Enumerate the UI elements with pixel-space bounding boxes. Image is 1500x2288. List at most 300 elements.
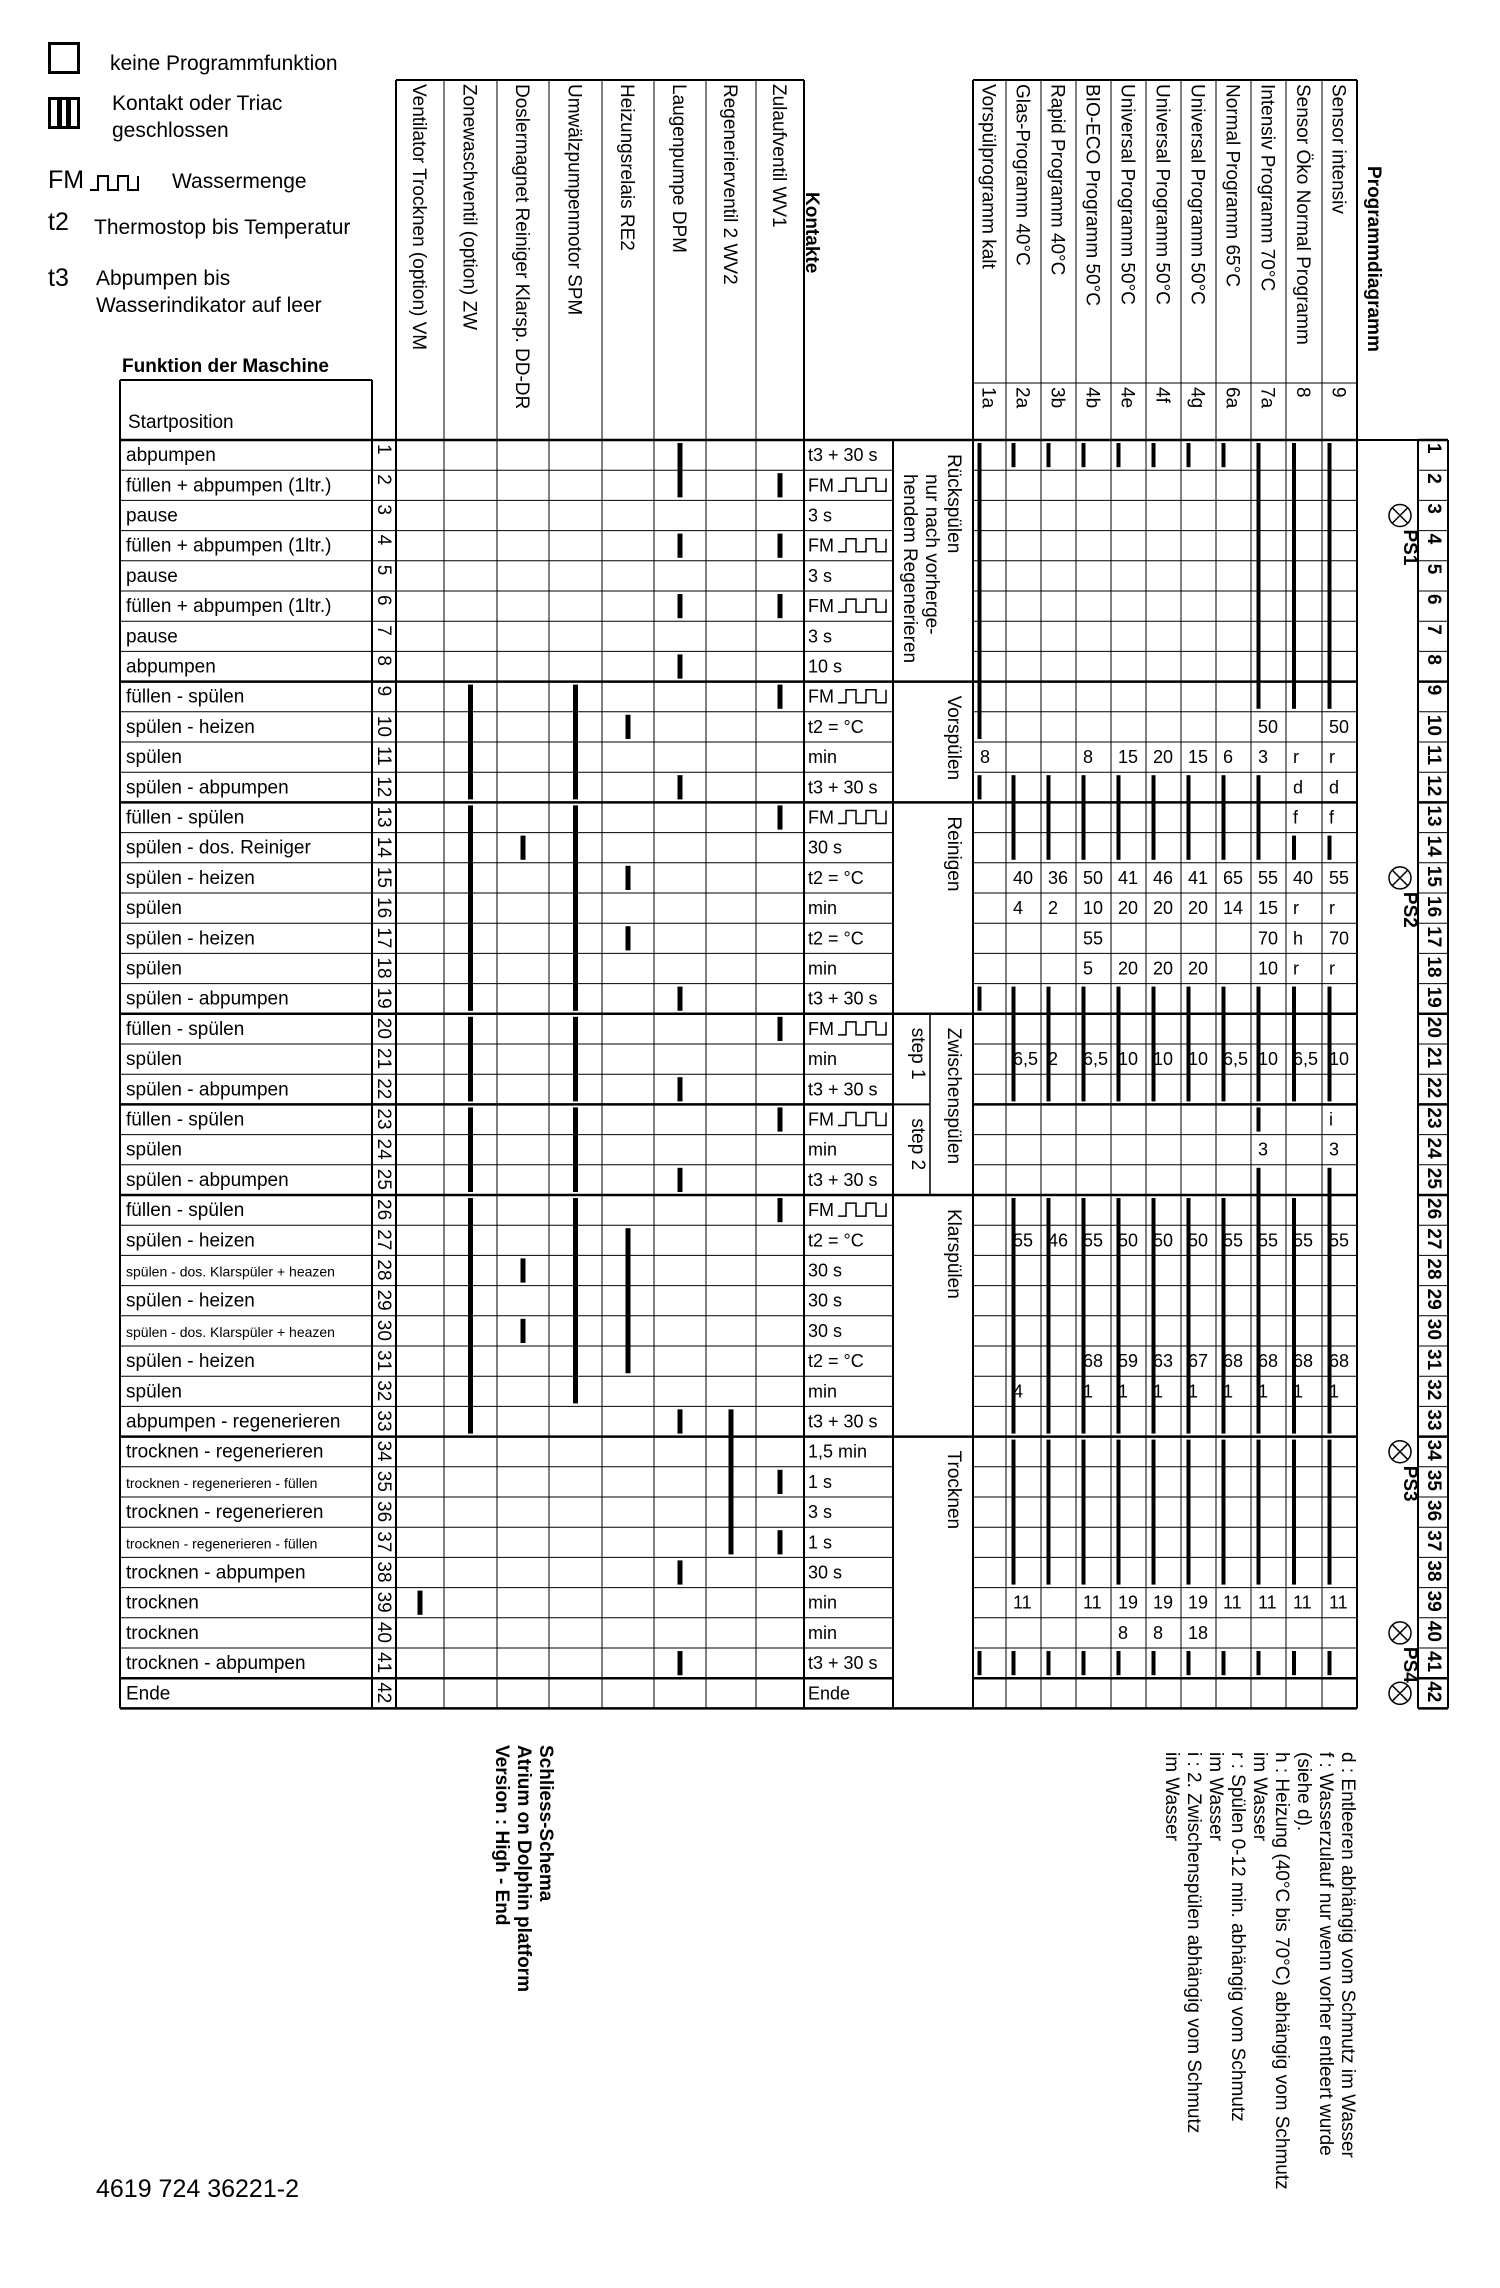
program-value: 55 — [1083, 928, 1104, 949]
contact-closed-bar — [468, 1107, 473, 1192]
step-number: 25 — [373, 1168, 394, 1190]
program-step-bar — [1117, 443, 1121, 467]
program-value: 55 — [1258, 867, 1279, 888]
program-value: 68 — [1258, 1351, 1279, 1372]
contact-label: Doslermagnet Reiniger Klarsp. DD-DR — [511, 84, 532, 410]
program-step-bar — [1292, 1651, 1296, 1675]
program-value: 10 — [1153, 1049, 1174, 1070]
step-number-right: 40 — [1423, 1620, 1444, 1642]
step-number-right: 21 — [1423, 1047, 1444, 1069]
program-value: 1 — [1293, 1381, 1304, 1402]
program-value: h — [1293, 928, 1304, 949]
contact-closed-bar — [729, 1409, 734, 1554]
step-number-right: 13 — [1423, 805, 1444, 827]
program-value: 4 — [1013, 1381, 1024, 1402]
program-step-bar — [1222, 1651, 1226, 1675]
step-function: abpumpen - regenerieren — [126, 1411, 341, 1433]
program-value: 8 — [980, 747, 991, 768]
step-function: spülen — [126, 1139, 182, 1161]
program-step-bar — [1047, 1440, 1051, 1585]
contact-label: Regenerierventil 2 WV2 — [719, 84, 740, 285]
program-value: 19 — [1153, 1592, 1174, 1613]
step-number: 3 — [373, 504, 394, 515]
program-value: 1 — [1223, 1381, 1234, 1402]
contact-closed-bar — [778, 1107, 783, 1131]
step-number-right: 29 — [1423, 1288, 1444, 1310]
step-function: trocknen — [126, 1592, 199, 1614]
step-number: 20 — [373, 1017, 394, 1039]
program-value: d — [1293, 777, 1304, 798]
program-value: 50 — [1329, 716, 1350, 737]
contact-condition: 30 s — [808, 837, 843, 858]
step-label: step 1 — [907, 1027, 928, 1080]
legend-fm-symbol: FM — [48, 166, 85, 194]
program-value: 18 — [1188, 1622, 1209, 1643]
program-step-bar — [1328, 1651, 1332, 1675]
step-number-right: 18 — [1423, 956, 1444, 978]
contact-condition: FM — [808, 596, 834, 617]
program-value: 3 — [1258, 747, 1269, 768]
program-step-bar — [1328, 443, 1332, 709]
contact-closed-bar — [678, 654, 683, 678]
step-number-right: 19 — [1423, 986, 1444, 1008]
program-name: Sensor intensiv — [1327, 84, 1349, 214]
step-number-right: 2 — [1423, 473, 1444, 484]
program-value: 1 — [1329, 1381, 1340, 1402]
program-value: r — [1329, 898, 1335, 919]
step-function: füllen + abpumpen (1ltr.) — [126, 475, 332, 497]
step-function: spülen - heizen — [126, 716, 255, 738]
step-number-right: 39 — [1423, 1590, 1444, 1612]
program-step-bar — [1187, 987, 1191, 1102]
contact-condition: 1 s — [808, 1471, 833, 1492]
contact-condition: t2 = °C — [808, 928, 864, 949]
program-step-bar — [1257, 987, 1261, 1102]
program-code: 8 — [1292, 387, 1313, 398]
step-number: 7 — [373, 625, 394, 636]
contact-condition: t3 + 30 s — [808, 1411, 878, 1432]
step-number-right: 15 — [1423, 865, 1444, 887]
footnote-line: f : Wasserzulauf nur wenn vorher entleert wurde — [1315, 1752, 1336, 2156]
contact-condition: min — [808, 1592, 838, 1613]
step-number: 4 — [373, 534, 394, 546]
step-number: 41 — [373, 1652, 394, 1674]
program-step-bar — [1222, 1440, 1226, 1585]
step-number: 17 — [373, 927, 394, 949]
program-value: 10 — [1083, 898, 1104, 919]
step-number-right: 6 — [1423, 594, 1444, 605]
step-function: trocknen - abpumpen — [126, 1653, 306, 1675]
program-step-bar — [1257, 1107, 1261, 1131]
step-function: trocknen - regenerieren — [126, 1502, 324, 1524]
program-value: r — [1293, 958, 1299, 979]
program-step-bar — [1047, 987, 1051, 1102]
program-value: 11 — [1258, 1592, 1277, 1613]
contact-condition: t3 + 30 s — [808, 445, 878, 466]
step-number: 10 — [373, 715, 394, 737]
step-function: trocknen - regenerieren - füllen — [126, 1474, 318, 1491]
contact-condition: 3 s — [808, 505, 833, 526]
program-step-bar — [1328, 836, 1332, 860]
program-step-bar — [1082, 1651, 1086, 1675]
program-step-bar — [1012, 987, 1016, 1102]
contact-condition: 1,5 min — [808, 1441, 868, 1462]
program-step-bar — [1012, 443, 1016, 467]
document-number: 4619 724 36221-2 — [96, 2175, 299, 2203]
program-value: 10 — [1258, 1049, 1279, 1070]
program-step-bar — [1047, 775, 1051, 860]
step-number: 18 — [373, 957, 394, 979]
contact-condition: FM — [808, 1018, 834, 1039]
program-step-bar — [1257, 443, 1261, 709]
program-value: 10 — [1329, 1049, 1350, 1070]
program-value: 55 — [1329, 1230, 1350, 1251]
program-value: r — [1329, 747, 1335, 768]
program-value: 20 — [1153, 747, 1174, 768]
contact-condition: min — [808, 898, 838, 919]
program-value: 50 — [1118, 1230, 1139, 1251]
program-code: 7a — [1256, 387, 1278, 409]
footnote-line: r : Spülen 0-12 min. abhängig vom Schmutz — [1227, 1752, 1248, 2122]
program-step-bar — [1117, 775, 1121, 860]
step-function: spülen - abpumpen — [126, 1079, 289, 1101]
step-number: 27 — [373, 1229, 394, 1251]
step-number: 16 — [373, 897, 394, 919]
program-step-bar — [1047, 1651, 1051, 1675]
program-value: 4 — [1013, 898, 1024, 919]
program-value: 59 — [1118, 1351, 1139, 1372]
program-name: Normal Programm 65°C — [1221, 84, 1243, 287]
start-position-label: Startposition — [128, 412, 234, 433]
step-function: pause — [126, 565, 178, 587]
footnote-line: h : Heizung (40°C bis 70°C) abhängig vom Schmutz — [1271, 1752, 1292, 2190]
step-number: 35 — [373, 1470, 394, 1492]
program-value: r — [1329, 958, 1335, 979]
contact-closed-bar — [678, 1077, 683, 1101]
program-value: 55 — [1223, 1230, 1244, 1251]
program-value: 2 — [1048, 1049, 1059, 1070]
program-value: 36 — [1048, 867, 1069, 888]
program-step-bar — [1152, 775, 1156, 860]
phase-label: Zwischenspülen — [943, 1027, 964, 1165]
step-function: pause — [126, 626, 178, 648]
step-number: 32 — [373, 1380, 394, 1402]
contact-condition: FM — [808, 807, 834, 828]
step-number: 37 — [373, 1531, 394, 1553]
step-number: 34 — [373, 1440, 394, 1462]
program-value: 50 — [1188, 1230, 1209, 1251]
program-value: i — [1329, 1109, 1333, 1130]
step-number-right: 22 — [1423, 1077, 1444, 1099]
contact-closed-bar — [678, 1409, 683, 1433]
contact-closed-bar — [521, 1258, 526, 1282]
contact-condition: t3 + 30 s — [808, 1169, 878, 1190]
program-step-bar — [1152, 443, 1156, 467]
program-step-bar — [1152, 987, 1156, 1102]
step-number-right: 16 — [1423, 896, 1444, 918]
step-function: spülen - heizen — [126, 1290, 255, 1312]
program-code: 1a — [977, 387, 999, 409]
step-number-right: 7 — [1423, 624, 1444, 635]
contact-closed-bar — [678, 1651, 683, 1675]
program-value: f — [1329, 807, 1335, 828]
program-step-bar — [1257, 775, 1261, 860]
contact-condition: 3 s — [808, 1502, 833, 1523]
program-value: 50 — [1083, 867, 1104, 888]
contact-closed-bar — [521, 1319, 526, 1343]
step-number-right: 14 — [1423, 835, 1444, 857]
contact-condition: min — [808, 1622, 838, 1643]
program-step-bar — [978, 987, 982, 1011]
program-value: 15 — [1118, 747, 1139, 768]
step-number-right: 37 — [1423, 1530, 1444, 1552]
contact-condition: FM — [808, 475, 834, 496]
program-value: 6,5 — [1083, 1049, 1109, 1070]
step-function: spülen - dos. Reiniger — [126, 837, 311, 859]
step-function: spülen - heizen — [126, 1230, 255, 1252]
phase-label: Vorspülen — [943, 695, 964, 781]
step-number: 38 — [373, 1561, 394, 1583]
pulse-wave-icon — [838, 539, 886, 552]
contacts-header: Kontakte — [801, 192, 822, 274]
program-value: 41 — [1118, 867, 1139, 888]
step-number-right: 35 — [1423, 1469, 1444, 1491]
step-function: füllen - spülen — [126, 807, 245, 829]
step-function: füllen - spülen — [126, 1200, 245, 1222]
contact-condition: 30 s — [808, 1260, 843, 1281]
contact-closed-bar — [778, 1530, 783, 1554]
program-value: 11 — [1083, 1592, 1102, 1613]
phase-sublabel: nur nach vorherge- — [921, 474, 942, 635]
step-number: 42 — [373, 1682, 394, 1704]
contact-condition: 3 s — [808, 626, 833, 647]
pulse-wave-icon — [838, 599, 886, 612]
program-step-bar — [1328, 1440, 1332, 1585]
program-value: 15 — [1188, 747, 1209, 768]
legend-t2-symbol: t2 — [48, 208, 69, 236]
function-header: Funktion der Maschine — [122, 356, 329, 377]
step-number: 30 — [373, 1319, 394, 1341]
pulse-wave-icon — [838, 478, 886, 491]
program-name: Universal Programm 50°C — [1186, 84, 1208, 305]
contact-closed-bar — [521, 836, 526, 860]
step-number-right: 20 — [1423, 1016, 1444, 1038]
step-number: 24 — [373, 1138, 394, 1160]
program-value: 70 — [1258, 928, 1279, 949]
contact-condition: min — [808, 747, 838, 768]
legend-t3-symbol: t3 — [48, 264, 69, 292]
contact-closed-bar — [468, 1198, 473, 1434]
program-value: 1 — [1258, 1381, 1269, 1402]
phase-label: Klarspülen — [943, 1209, 964, 1299]
step-number-right: 5 — [1423, 563, 1444, 575]
step-function: spülen - abpumpen — [126, 1169, 289, 1191]
contact-condition: 30 s — [808, 1290, 843, 1311]
contact-closed-bar — [678, 443, 683, 497]
contact-closed-bar — [626, 715, 631, 739]
legend-t2-text: Thermostop bis Temperatur — [94, 216, 351, 239]
pulse-wave-icon — [838, 1113, 886, 1126]
program-value: 68 — [1083, 1351, 1104, 1372]
step-number-right: 32 — [1423, 1379, 1444, 1401]
program-value: 2 — [1048, 898, 1059, 919]
contact-closed-bar — [468, 1017, 473, 1102]
step-function: spülen - abpumpen — [126, 988, 289, 1010]
step-function: spülen - abpumpen — [126, 777, 289, 799]
program-code: 2a — [1011, 387, 1033, 409]
contact-closed-bar — [678, 534, 683, 558]
program-code: 9 — [1327, 387, 1349, 398]
footnote-line: im Wasser — [1249, 1752, 1270, 1842]
step-function: füllen + abpumpen (1ltr.) — [126, 535, 332, 557]
contact-condition: Ende — [808, 1683, 851, 1704]
step-number-right: 25 — [1423, 1167, 1444, 1189]
contact-condition: t3 + 30 s — [808, 777, 878, 798]
program-value: 55 — [1258, 1230, 1279, 1251]
contact-closed-bar — [573, 685, 578, 800]
contact-closed-bar — [778, 805, 783, 829]
step-function: trocknen - regenerieren — [126, 1441, 324, 1463]
program-value: 46 — [1153, 867, 1174, 888]
pulse-wave-icon — [838, 811, 886, 824]
step-number: 39 — [373, 1591, 394, 1613]
step-function: trocknen - abpumpen — [126, 1562, 306, 1584]
program-value: 20 — [1188, 958, 1209, 979]
step-function: spülen — [126, 898, 182, 920]
program-value: 14 — [1223, 898, 1244, 919]
program-value: 40 — [1293, 867, 1314, 888]
program-step-bar — [1222, 987, 1226, 1102]
step-number: 19 — [373, 987, 394, 1009]
step-number: 33 — [373, 1410, 394, 1432]
contact-condition: min — [808, 1381, 838, 1402]
program-step-bar — [978, 775, 982, 799]
program-value: 63 — [1153, 1351, 1174, 1372]
contact-condition: t3 + 30 s — [808, 1653, 878, 1674]
ps-label: PS1 — [1399, 529, 1420, 566]
step-number: 6 — [373, 595, 394, 606]
program-step-bar — [1082, 775, 1086, 860]
program-code: 3b — [1046, 387, 1068, 409]
ps-label: PS2 — [1399, 891, 1420, 928]
contact-condition: FM — [808, 1109, 834, 1130]
footnote-line: d : Entleeren abhängig vom Schmutz im Wasser — [1337, 1752, 1358, 2158]
footnote-line: im Wasser — [1161, 1752, 1182, 1842]
program-step-bar — [1328, 987, 1332, 1102]
program-name: Universal Programm 50°C — [1151, 84, 1173, 305]
program-value: 20 — [1118, 898, 1139, 919]
contact-condition: min — [808, 1049, 838, 1070]
step-function: trocknen - regenerieren - füllen — [126, 1535, 318, 1552]
program-step-bar — [1012, 1651, 1016, 1675]
program-step-bar — [1117, 1651, 1121, 1675]
program-step-bar — [1187, 775, 1191, 860]
program-value: 55 — [1083, 1230, 1104, 1251]
program-name: Rapid Programm 40°C — [1046, 84, 1068, 276]
programs-header: Programmdiagramm — [1363, 166, 1384, 352]
contact-closed-bar — [573, 1107, 578, 1192]
step-function: spülen - dos. Klarspüler + heazen — [126, 1323, 335, 1340]
pulse-wave-icon — [838, 690, 886, 703]
program-value: 6,5 — [1223, 1049, 1249, 1070]
step-number-right: 42 — [1423, 1681, 1444, 1703]
step-number-right: 36 — [1423, 1500, 1444, 1522]
program-value: 6,5 — [1293, 1049, 1319, 1070]
step-label: step 2 — [907, 1118, 928, 1171]
legend-closed-text: Kontakt oder Triac geschlossen — [112, 92, 283, 142]
phase-sublabel: hendem Regenerieren — [899, 474, 920, 664]
program-value: 8 — [1118, 1622, 1129, 1643]
contact-closed-bar — [778, 534, 783, 558]
program-value: 20 — [1188, 898, 1209, 919]
contact-condition: 30 s — [808, 1562, 843, 1583]
program-value: 50 — [1153, 1230, 1174, 1251]
step-function: Ende — [126, 1683, 171, 1705]
contact-closed-bar — [468, 685, 473, 800]
step-number-right: 10 — [1423, 714, 1444, 736]
step-number-right: 11 — [1423, 745, 1444, 766]
program-step-bar — [1222, 443, 1226, 467]
step-function: füllen - spülen — [126, 686, 245, 708]
program-value: 50 — [1258, 716, 1279, 737]
program-value: 40 — [1013, 867, 1034, 888]
contact-label: Zonewaschventil (option) ZW — [458, 84, 480, 331]
program-value: 55 — [1329, 867, 1350, 888]
program-value: 6 — [1223, 747, 1234, 768]
contact-closed-bar — [418, 1591, 423, 1615]
footnote-line: (siehe d). — [1293, 1752, 1314, 1832]
program-step-bar — [1187, 1651, 1191, 1675]
contact-closed-bar — [573, 1017, 578, 1102]
contact-closed-bar — [678, 987, 683, 1011]
program-step-bar — [1117, 1440, 1121, 1585]
phase-label: Rückspülen — [943, 454, 964, 554]
contact-closed-bar — [778, 1198, 783, 1222]
program-value: 6,5 — [1013, 1049, 1039, 1070]
step-number: 12 — [373, 776, 394, 798]
program-code: 4f — [1151, 387, 1173, 403]
step-number: 22 — [373, 1078, 394, 1100]
program-value: 55 — [1293, 1230, 1314, 1251]
contact-closed-bar — [778, 473, 783, 497]
contact-condition: FM — [808, 535, 834, 556]
step-number: 8 — [373, 655, 394, 666]
program-step-bar — [1292, 987, 1296, 1102]
step-number: 40 — [373, 1621, 394, 1643]
contact-condition: 1 s — [808, 1532, 833, 1553]
program-step-bar — [978, 1651, 982, 1675]
ps-label: PS3 — [1399, 1465, 1420, 1502]
program-value: 10 — [1118, 1049, 1139, 1070]
step-number-right: 4 — [1423, 533, 1444, 545]
contact-condition: 30 s — [808, 1320, 843, 1341]
program-step-bar — [1047, 443, 1051, 467]
contact-closed-bar — [573, 805, 578, 1010]
lamp-icon — [1389, 1622, 1411, 1644]
program-step-bar — [1222, 775, 1226, 860]
contact-closed-bar — [778, 594, 783, 618]
step-number: 31 — [373, 1350, 394, 1372]
step-number-right: 41 — [1423, 1651, 1444, 1673]
step-number-right: 33 — [1423, 1409, 1444, 1431]
ps-label: PS4 — [1399, 1646, 1420, 1683]
program-name: Sensor Öko Normal Programm — [1292, 84, 1313, 345]
program-value: f — [1293, 807, 1299, 828]
program-value: r — [1293, 898, 1299, 919]
footnote-line: im Wasser — [1205, 1752, 1226, 1842]
program-value: 3 — [1329, 1139, 1340, 1160]
contact-closed-bar — [626, 1228, 631, 1373]
